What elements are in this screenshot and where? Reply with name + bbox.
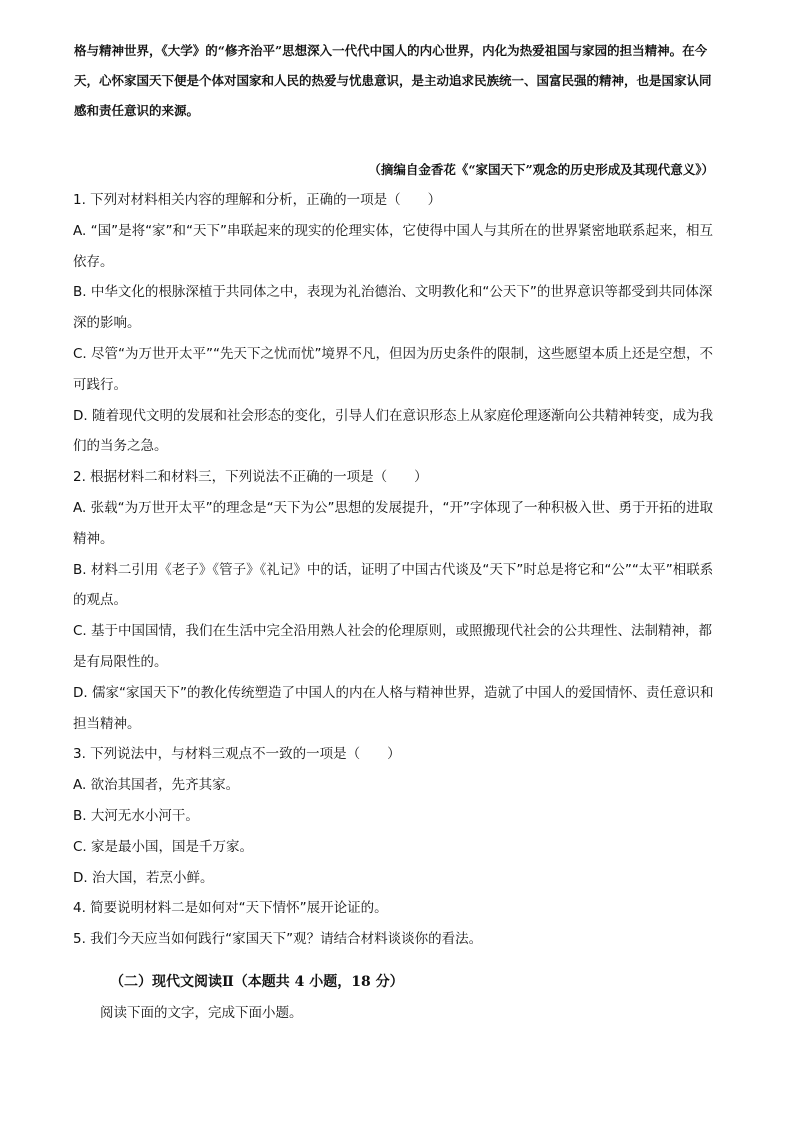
question-3-option-d: D. 治大国，若烹小鲜。 [73, 869, 214, 886]
question-5-stem: 5. 我们今天应当如何践行“家国天下”观？请结合材料谈谈你的看法。 [73, 931, 483, 948]
material-excerpt [74, 36, 720, 126]
material-paragraph: 格与精神世界，《大学》的“修齐治平”思想深入一代代中国人的内心世界，内化为热爱祖国与家园的担当精神。在今天，心怀家国天下便是个体对国家和人民的热爱与忧患意识，是主动追求民族统一、国富民强的精神，也是国家认同感和责任意识的来源。 [74, 43, 712, 118]
question-4-stem: 4. 简要说明材料二是如何对“天下情怀”展开论证的。 [73, 900, 388, 917]
section-heading: （二）现代文阅读Ⅱ（本题共 4 小题，18 分） [110, 974, 404, 990]
question-3-option-b: B. 大河无水小河干。 [73, 807, 199, 824]
question-1-option-d: D. 随着现代文明的发展和社会形态的变化，引导人们在意识形态上从家庭伦理逐渐向公共精神转变，成为我们的当务之急。 [73, 407, 713, 455]
question-1-stem: 1. 下列对材料相关内容的理解和分析，正确的一项是（ ） [73, 192, 442, 208]
source-citation: （摘编自金香花《“家国天下”观念的历史形成及其现代意义》） [368, 162, 714, 177]
question-2-option-d: D. 儒家“家国天下”的教化传统塑造了中国人的内在人格与精神世界，造就了中国人的爱国情怀、责任意识和担当精神。 [73, 684, 714, 732]
question-list [73, 185, 723, 955]
question-3-option-c: C. 家是最小国，国是千万家。 [73, 838, 254, 855]
question-2-option-a: A. 张载“为万世开太平”的理念是“天下为公”思想的发展提升，“开”字体现了一种积极入世、勇于开拓的进取精神。 [73, 499, 714, 547]
question-1-option-c: C. 尽管“为万世开太平”“先天下之忧而忧”境界不凡，但因为历史条件的限制，这些愿望本质上还是空想，不可践行。 [73, 345, 713, 393]
question-3-option-a: A. 欲治其国者，先齐其家。 [73, 777, 240, 794]
question-2-option-b: B. 材料二引用《老子》《管子》《礼记》中的话，证明了中国古代谈及“天下”时总是将它和“公”“太平”相联系的观点。 [73, 561, 714, 609]
question-1-option-b: B. 中华文化的根脉深植于共同体之中，表现为礼治德治、文明教化和“公天下”的世界意识等都受到共同体深深的影响。 [73, 284, 713, 332]
question-1-option-a: A. “国”是将“家”和“天下”串联起来的现实的伦理实体，它使得中国人与其所在的世界紧密地联系起来，相互依存。 [73, 222, 714, 270]
section-instruction: 阅读下面的文字，完成下面小题。 [100, 1005, 303, 1021]
question-2-stem: 2. 根据材料二和材料三，下列说法不正确的一项是（ ） [73, 469, 428, 486]
question-2-option-c: C. 基于中国国情，我们在生活中完全沿用熟人社会的伦理原则，或照搬现代社会的公共理性、法制精神，都是有局限性的。 [73, 623, 713, 670]
question-3-stem: 3. 下列说法中，与材料三观点不一致的一项是（ ） [73, 746, 401, 763]
